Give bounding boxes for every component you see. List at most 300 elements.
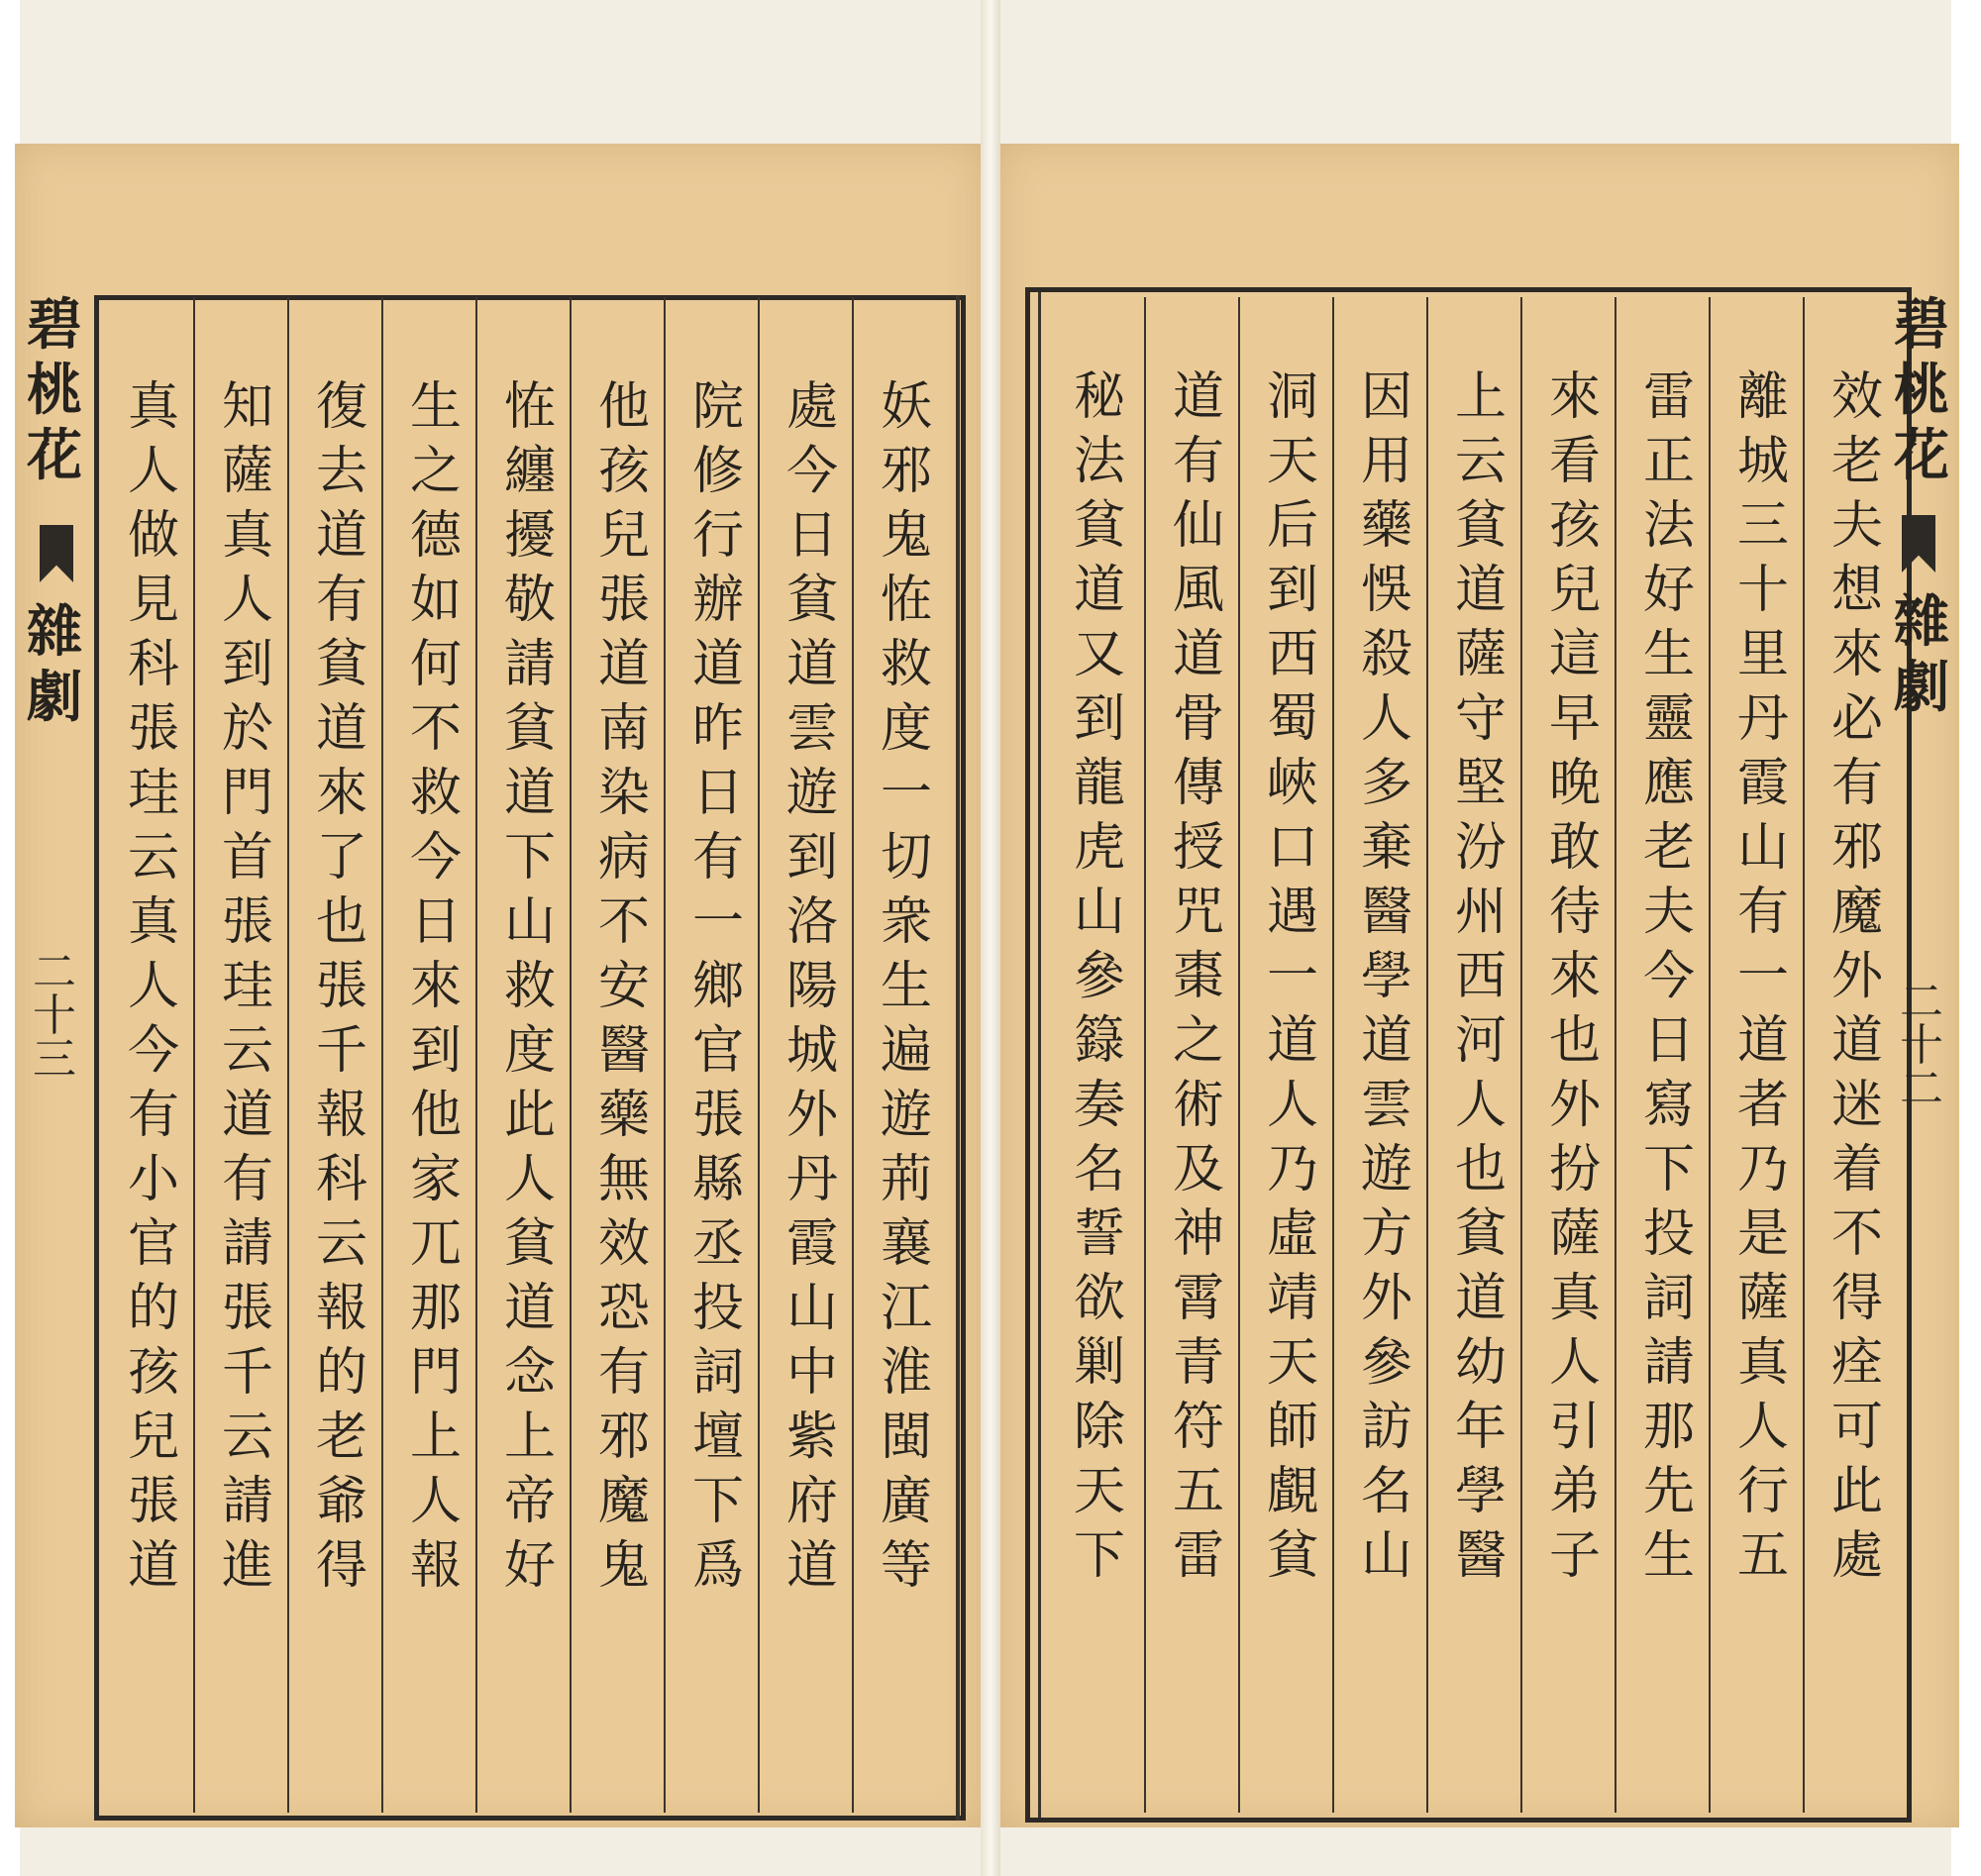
glyph: 之 (409, 442, 462, 501)
glyph: 及 (1172, 1140, 1224, 1199)
glyph: 襄 (880, 1214, 932, 1274)
glyph: 遊 (880, 1086, 932, 1145)
glyph: 痊 (1830, 1333, 1883, 1393)
glyph: 洛 (785, 892, 838, 952)
glyph: 云 (127, 828, 179, 887)
glyph: 妖 (880, 377, 932, 437)
glyph: 雜 (27, 599, 82, 665)
text-column (1342, 367, 1431, 1595)
glyph: 孩 (597, 442, 650, 501)
glyph: 真 (1548, 1269, 1601, 1328)
glyph: 丞 (691, 1214, 744, 1274)
glyph: 下 (503, 828, 556, 887)
glyph: 三 (33, 1034, 76, 1085)
text-column (391, 377, 480, 1605)
glyph: 老 (1830, 432, 1883, 491)
glyph: 下 (1642, 1140, 1695, 1199)
glyph: 淮 (880, 1343, 932, 1403)
glyph: 弟 (1548, 1462, 1601, 1521)
glyph: 傳 (1172, 754, 1224, 813)
glyph: 請 (221, 1214, 273, 1274)
glyph: 貧 (503, 699, 556, 759)
glyph: 張 (315, 957, 367, 1016)
glyph: 爺 (315, 1472, 367, 1531)
glyph: 不 (1830, 1204, 1883, 1264)
glyph: 奏 (1073, 1076, 1125, 1135)
glyph: 爲 (691, 1536, 744, 1596)
glyph: 張 (691, 1086, 744, 1145)
glyph: 先 (1642, 1462, 1695, 1521)
glyph: 道 (1736, 1011, 1789, 1071)
glyph: 江 (880, 1279, 932, 1338)
glyph: 靖 (1266, 1269, 1318, 1328)
glyph: 一 (1736, 947, 1789, 1006)
glyph: 花 (1894, 423, 1949, 488)
glyph: 敢 (1548, 818, 1601, 878)
glyph: 日 (785, 506, 838, 566)
glyph: 來 (1548, 947, 1601, 1006)
glyph: 醫 (1360, 883, 1412, 942)
glyph: 小 (127, 1150, 179, 1209)
glyph: 的 (127, 1279, 179, 1338)
glyph: 邪 (880, 442, 932, 501)
glyph: 張 (597, 571, 650, 630)
glyph: 又 (1073, 625, 1125, 684)
glyph: 蜀 (1266, 689, 1318, 749)
text-column (203, 377, 292, 1605)
glyph: 早 (1548, 689, 1601, 749)
glyph: 此 (503, 1086, 556, 1145)
glyph: 剿 (1073, 1333, 1125, 1393)
glyph: 外 (1830, 947, 1883, 1006)
glyph: 堅 (1454, 754, 1507, 813)
glyph: 人 (409, 1472, 462, 1531)
glyph: 三 (1736, 496, 1789, 556)
glyph: 辦 (691, 571, 744, 630)
glyph: 一 (1266, 947, 1318, 1006)
glyph: 病 (597, 828, 650, 887)
glyph: 鄉 (691, 957, 744, 1016)
glyph: 道 (1360, 1011, 1412, 1071)
glyph: 有 (1736, 883, 1789, 942)
glyph: 處 (1830, 1526, 1883, 1586)
glyph: 貧 (503, 1214, 556, 1274)
glyph: 纏 (503, 442, 556, 501)
glyph: 報 (315, 1086, 367, 1145)
glyph: 有 (1830, 754, 1883, 813)
glyph: 到 (221, 635, 273, 694)
glyph: 碧 (1894, 292, 1949, 358)
glyph: 張 (221, 892, 273, 952)
glyph: 荊 (880, 1150, 932, 1209)
glyph: 者 (1736, 1076, 1789, 1135)
glyph: 之 (1172, 1011, 1224, 1071)
glyph: 外 (1548, 1076, 1601, 1135)
glyph: 德 (409, 506, 462, 566)
glyph: 悞 (1360, 561, 1412, 620)
glyph: 醫 (1454, 1526, 1507, 1586)
glyph: 十 (1900, 1020, 1943, 1071)
glyph: 人 (127, 442, 179, 501)
glyph: 夫 (1642, 883, 1695, 942)
glyph: 兒 (1548, 561, 1601, 620)
glyph: 除 (1073, 1398, 1125, 1457)
glyph: 遇 (1266, 883, 1318, 942)
glyph: 魔 (597, 1472, 650, 1531)
glyph: 名 (1073, 1140, 1125, 1199)
glyph: 老 (1642, 818, 1695, 878)
glyph: 遊 (1360, 1140, 1412, 1199)
glyph: 念 (503, 1343, 556, 1403)
glyph: 貧 (315, 635, 367, 694)
glyph: 下 (691, 1472, 744, 1531)
glyph: 五 (1172, 1462, 1224, 1521)
glyph: 生 (880, 957, 932, 1016)
glyph: 山 (785, 1279, 838, 1338)
glyph: 天 (1266, 432, 1318, 491)
glyph: 門 (221, 764, 273, 823)
glyph: 效 (597, 1214, 650, 1274)
glyph: 等 (880, 1536, 932, 1596)
text-column (1055, 367, 1144, 1595)
glyph: 他 (597, 377, 650, 437)
glyph: 劇 (1894, 655, 1949, 720)
glyph: 也 (315, 892, 367, 952)
glyph: 這 (1548, 625, 1601, 684)
glyph: 無 (597, 1150, 650, 1209)
glyph: 今 (785, 442, 838, 501)
glyph: 云 (315, 1214, 367, 1274)
glyph: 安 (597, 957, 650, 1016)
glyph: 報 (409, 1536, 462, 1596)
text-column (1436, 367, 1525, 1595)
text-column (109, 377, 198, 1605)
glyph: 天 (1073, 1462, 1125, 1521)
glyph: 好 (1642, 561, 1695, 620)
glyph: 乃 (1736, 1140, 1789, 1199)
glyph: 想 (1830, 561, 1883, 620)
text-column (297, 377, 386, 1605)
glyph: 千 (221, 1343, 273, 1403)
glyph: 道 (1830, 1011, 1883, 1071)
glyph: 道 (1172, 625, 1224, 684)
glyph: 今 (1642, 947, 1695, 1006)
glyph: 迷 (1830, 1076, 1883, 1135)
glyph: 看 (1548, 432, 1601, 491)
glyph: 進 (221, 1536, 273, 1596)
glyph: 有 (597, 1343, 650, 1403)
glyph: 到 (785, 828, 838, 887)
glyph: 必 (1830, 689, 1883, 749)
glyph: 晚 (1548, 754, 1601, 813)
glyph: 人 (503, 1150, 556, 1209)
glyph: 外 (785, 1086, 838, 1145)
glyph: 師 (1266, 1398, 1318, 1457)
glyph: 院 (691, 377, 744, 437)
glyph: 州 (1454, 883, 1507, 942)
glyph: 切 (880, 828, 932, 887)
glyph: 到 (1266, 561, 1318, 620)
glyph: 效 (1830, 367, 1883, 427)
glyph: 道 (1172, 367, 1224, 427)
glyph: 道 (221, 1086, 273, 1145)
glyph: 官 (691, 1021, 744, 1081)
glyph: 張 (221, 1279, 273, 1338)
glyph: 貧 (785, 571, 838, 630)
glyph: 貧 (1073, 496, 1125, 556)
glyph: 一 (691, 892, 744, 952)
glyph: 寫 (1642, 1076, 1695, 1135)
glyph: 二 (1900, 1064, 1943, 1114)
glyph: 張 (127, 699, 179, 759)
glyph: 西 (1454, 947, 1507, 1006)
glyph: 今 (409, 828, 462, 887)
glyph: 真 (1736, 1333, 1789, 1393)
text-column (1530, 367, 1619, 1595)
glyph: 因 (1360, 367, 1412, 427)
glyph: 於 (221, 699, 273, 759)
glyph: 府 (785, 1472, 838, 1531)
text-column (1154, 367, 1243, 1595)
glyph: 神 (1172, 1204, 1224, 1264)
glyph: 處 (785, 377, 838, 437)
glyph: 十 (33, 990, 76, 1041)
glyph: 靈 (1642, 689, 1695, 749)
glyph: 貧 (1454, 496, 1507, 556)
glyph: 道 (1454, 561, 1507, 620)
glyph: 道 (691, 635, 744, 694)
glyph: 西 (1266, 625, 1318, 684)
text-column (862, 377, 951, 1605)
right-frame-inner-rule (1038, 292, 1041, 1818)
glyph: 科 (127, 635, 179, 694)
glyph: 雷 (1172, 1526, 1224, 1586)
glyph: 棄 (1360, 818, 1412, 878)
glyph: 引 (1548, 1398, 1601, 1457)
glyph: 投 (1642, 1204, 1695, 1264)
glyph: 秘 (1073, 367, 1125, 427)
glyph: 縣 (691, 1150, 744, 1209)
glyph: 碧 (27, 292, 82, 358)
glyph: 恐 (597, 1279, 650, 1338)
glyph: 敬 (503, 571, 556, 630)
glyph: 虎 (1073, 818, 1125, 878)
glyph: 學 (1360, 947, 1412, 1006)
glyph: 請 (1642, 1333, 1695, 1393)
glyph: 峽 (1266, 754, 1318, 813)
glyph: 擾 (503, 506, 556, 566)
glyph: 青 (1172, 1333, 1224, 1393)
glyph: 老 (315, 1407, 367, 1467)
glyph: 里 (1736, 625, 1789, 684)
glyph: 桃 (27, 358, 82, 423)
glyph: 夫 (1830, 496, 1883, 556)
glyph: 有 (127, 1086, 179, 1145)
glyph: 詞 (691, 1343, 744, 1403)
glyph: 云 (221, 1021, 273, 1081)
glyph: 殺 (1360, 625, 1412, 684)
glyph: 廣 (880, 1472, 932, 1531)
glyph: 的 (315, 1343, 367, 1403)
glyph: 真 (221, 506, 273, 566)
glyph: 下 (1073, 1526, 1125, 1586)
glyph: 門 (409, 1343, 462, 1403)
text-column (1624, 367, 1714, 1595)
glyph: 應 (1642, 754, 1695, 813)
glyph: 陽 (785, 957, 838, 1016)
glyph: 道 (315, 699, 367, 759)
glyph: 張 (127, 1472, 179, 1531)
glyph: 貧 (1454, 1204, 1507, 1264)
glyph: 道 (503, 764, 556, 823)
glyph: 着 (1830, 1140, 1883, 1199)
glyph: 道 (1454, 1269, 1507, 1328)
glyph: 道 (1266, 1011, 1318, 1071)
glyph: 請 (503, 635, 556, 694)
glyph: 魔 (1830, 883, 1883, 942)
glyph: 正 (1642, 432, 1695, 491)
glyph: 恠 (503, 377, 556, 437)
glyph: 壇 (691, 1407, 744, 1467)
glyph: 云 (1454, 432, 1507, 491)
glyph: 邪 (597, 1407, 650, 1467)
glyph: 授 (1172, 818, 1224, 878)
glyph: 道 (315, 506, 367, 566)
glyph: 扮 (1548, 1140, 1601, 1199)
glyph: 丹 (785, 1150, 838, 1209)
glyph: 人 (1360, 689, 1412, 749)
glyph: 度 (880, 699, 932, 759)
glyph: 薩 (1454, 625, 1507, 684)
glyph: 五 (1736, 1526, 1789, 1586)
glyph: 人 (1266, 1076, 1318, 1135)
text-column (1248, 367, 1337, 1595)
glyph: 日 (691, 764, 744, 823)
glyph: 做 (127, 506, 179, 566)
glyph: 邪 (1830, 818, 1883, 878)
glyph: 去 (315, 442, 367, 501)
left-folio-number (25, 947, 84, 1085)
glyph: 那 (1642, 1398, 1695, 1457)
glyph: 霞 (1736, 754, 1789, 813)
left-margin-section (20, 599, 89, 735)
glyph: 兀 (409, 1214, 462, 1274)
glyph: 山 (1736, 818, 1789, 878)
glyph: 用 (1360, 432, 1412, 491)
glyph: 行 (691, 506, 744, 566)
glyph: 乃 (1266, 1140, 1318, 1199)
glyph: 詞 (1642, 1269, 1695, 1328)
glyph: 骨 (1172, 689, 1224, 749)
glyph: 誓 (1073, 1204, 1125, 1264)
glyph: 山 (1360, 1526, 1412, 1586)
glyph: 他 (409, 1086, 462, 1145)
glyph: 離 (1736, 367, 1789, 427)
glyph: 到 (1073, 689, 1125, 749)
glyph: 藥 (597, 1086, 650, 1145)
text-column (485, 377, 574, 1605)
glyph: 醫 (597, 1021, 650, 1081)
glyph: 汾 (1454, 818, 1507, 878)
glyph: 城 (785, 1021, 838, 1081)
glyph: 那 (409, 1279, 462, 1338)
text-column (768, 377, 857, 1605)
glyph: 幼 (1454, 1333, 1507, 1393)
glyph: 符 (1172, 1398, 1224, 1457)
book-gutter (981, 0, 1000, 1876)
glyph: 丹 (1736, 689, 1789, 749)
glyph: 藥 (1360, 496, 1412, 556)
glyph: 孩 (127, 1343, 179, 1403)
glyph: 到 (409, 1021, 462, 1081)
glyph: 報 (315, 1279, 367, 1338)
glyph: 雷 (1642, 367, 1695, 427)
glyph: 可 (1830, 1398, 1883, 1457)
glyph: 有 (691, 828, 744, 887)
left-frame-inner-rule (956, 295, 960, 1821)
glyph: 孩 (1548, 496, 1601, 556)
glyph: 度 (503, 1021, 556, 1081)
glyph: 欲 (1073, 1269, 1125, 1328)
glyph: 花 (27, 423, 82, 488)
glyph: 投 (691, 1279, 744, 1338)
glyph: 雲 (1360, 1076, 1412, 1135)
glyph: 也 (1454, 1140, 1507, 1199)
glyph: 了 (315, 828, 367, 887)
glyph: 劇 (27, 665, 82, 730)
glyph: 山 (503, 892, 556, 952)
glyph: 兒 (127, 1407, 179, 1467)
text-column (674, 377, 763, 1605)
glyph: 是 (1736, 1204, 1789, 1264)
glyph: 衆 (880, 892, 932, 952)
glyph: 方 (1360, 1204, 1412, 1264)
glyph: 仙 (1172, 496, 1224, 556)
glyph: 道 (503, 1279, 556, 1338)
glyph: 上 (503, 1407, 556, 1467)
text-column (579, 377, 669, 1605)
glyph: 二 (33, 947, 76, 997)
glyph: 守 (1454, 689, 1507, 749)
glyph: 請 (221, 1472, 273, 1531)
left-margin-title (20, 292, 89, 493)
glyph: 年 (1454, 1398, 1507, 1457)
glyph: 不 (409, 699, 462, 759)
glyph: 覰 (1266, 1462, 1318, 1521)
glyph: 救 (409, 764, 462, 823)
glyph: 法 (1642, 496, 1695, 556)
glyph: 洞 (1266, 367, 1318, 427)
glyph: 好 (503, 1536, 556, 1596)
glyph: 今 (127, 1021, 179, 1081)
glyph: 珪 (127, 764, 179, 823)
glyph: 學 (1454, 1462, 1507, 1521)
glyph: 首 (221, 828, 273, 887)
glyph: 咒 (1172, 883, 1224, 942)
glyph: 后 (1266, 496, 1318, 556)
glyph: 法 (1073, 432, 1125, 491)
glyph: 參 (1360, 1333, 1412, 1393)
glyph: 待 (1548, 883, 1601, 942)
glyph: 鬼 (880, 506, 932, 566)
glyph: 河 (1454, 1011, 1507, 1071)
glyph: 千 (315, 1021, 367, 1081)
glyph: 一 (880, 764, 932, 823)
glyph: 知 (221, 377, 273, 437)
glyph: 風 (1172, 561, 1224, 620)
glyph: 南 (597, 699, 650, 759)
glyph: 人 (1736, 1398, 1789, 1457)
